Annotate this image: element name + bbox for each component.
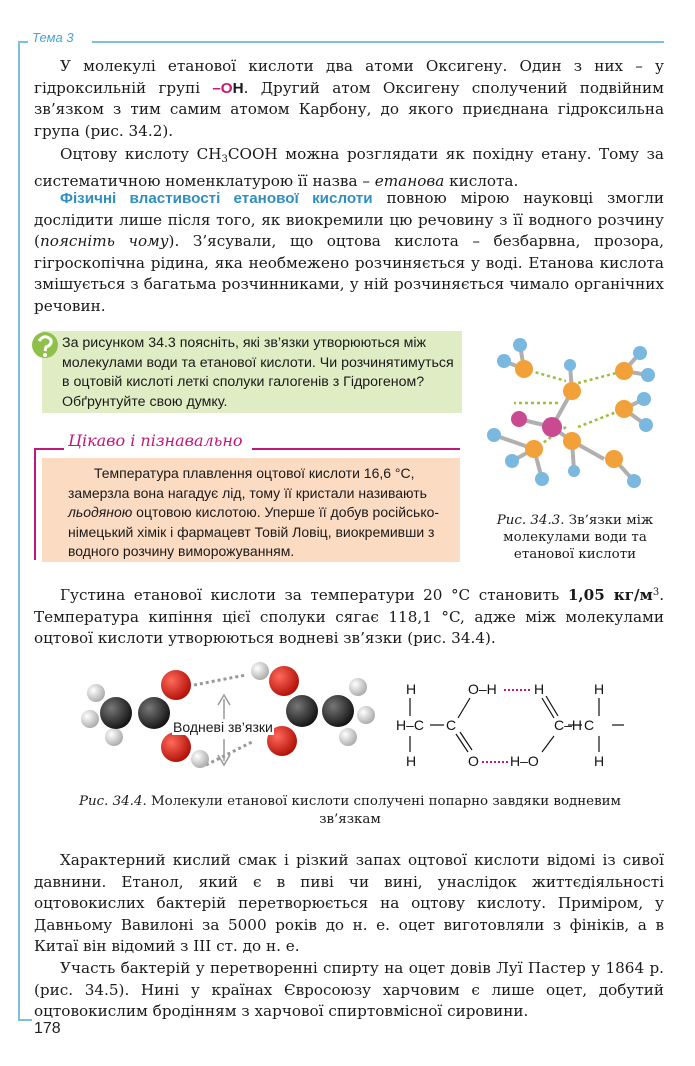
paragraph-density: Густина етанової кислоти за температури 20 °C становить 1,05 $кг/м^3$. Температура кипіння цієї сполуки сягає 118,1 °C, адже між молекулами оцтової кислоти утворюються водневі зв’язки (рис. 34.4). (34, 586, 665, 647)
struct-h-bottom-right: H (594, 753, 605, 769)
struct-oh-top: O–H (468, 681, 497, 697)
header-rule (92, 41, 664, 43)
paragraph-history: Характерний кислий смак і різкий запах оцтової кислоти відомі із сивої давнини. Етанол, який є в пиві чи вині, унаслідок життєдіяльності оцтовокислих бактерій перетворюється на оцтову кислоту. Приміром, у Давньому Вавилоні за 5000 років до н. е. оцет виготовляли з фініків, а в Китаї він відомий з III ст. до н. е. (34, 851, 664, 955)
footer-rule (18, 1019, 32, 1021)
oh-group-o: –O (212, 79, 233, 97)
struct-o-bottom: O (468, 753, 479, 769)
paragraph-physical-properties: Фізичні властивості етанової кислоти повною мірою науковці змогли дослідити лише після того, як виокремили цю речовину з її водного розчину (поясніть чому). З’ясували, що оцтова кислота – безбарвна, прозора, гігроскопічна рідина, яка необмежено розчиняється у воді. Етанова кислота змішується з багатьма розчинниками, у ній розчиняється чимало органічних речовин. (34, 189, 665, 315)
page-number: 178 (34, 1020, 61, 1037)
cikavo-rule-left (34, 448, 64, 450)
struct-h-top-left: H (406, 681, 417, 697)
cikavo-title: Цікаво і пізнавально (68, 431, 243, 450)
running-header: Тема 3 (32, 30, 74, 45)
struct-ch-right: C–H (554, 717, 583, 733)
task-text: За рисунком 34.3 поясніть, які зв’язки утворюються між молекулами води та етанової кислоти. Чи розчинятимуться в оцтовій кислоті леткі сполуки галогенів з Гідрогеном? Обґрунтуйте свою думку. (62, 335, 454, 410)
cikavo-rule (252, 448, 460, 450)
paragraph-molecule-structure: У молекулі етанової кислоти два атоми Оксигену. Один з них – у гідроксильній групі –OH. Другий атом Оксигену сполучений подвійним зв’язком з тим самим атомом Карбону, до якого приєднана гідроксильна група (рис. 34.2). (34, 57, 664, 140)
header-rule-corner (18, 41, 28, 43)
struct-h-top-mid: H (534, 681, 545, 697)
paragraph-nomenclature: Оцтову кислоту $CH_3COOH$ можна розглядати як похідну етану. Тому за систематичною номенклатурою її назва – етанова кислота. (34, 145, 664, 190)
left-margin-rule (18, 41, 20, 1021)
hydrogen-bonds-label: Водневі зв’язки (173, 719, 273, 735)
cikavo-rule-vertical (34, 448, 36, 560)
oh-group-h: H (232, 79, 244, 97)
figure-34-4-caption: Рис. 34.4. Молекули етанової кислоти сполучені попарно завдяки водневим зв’язкам (79, 794, 621, 827)
struct-h-top-right: H (594, 681, 605, 697)
section-heading: Фізичні властивості етанової кислоти (60, 190, 373, 207)
figure-34-4-structural-formula (392, 680, 632, 770)
struct-h-bottom-left: H (406, 753, 417, 769)
struct-c-right: C (584, 717, 595, 733)
struct-ho-bottom: H–O (510, 753, 539, 769)
struct-c-left: C (446, 717, 457, 733)
question-icon (30, 328, 60, 362)
figure-34-4-molecules (76, 655, 376, 773)
struct-hc-left: H–C (396, 717, 425, 733)
figure-34-3-illustration (474, 331, 670, 501)
figure-34-3-caption: Рис. 34.3. Зв’язки між молекулами води та етанової кислоти (496, 513, 654, 562)
paragraph-pasteur: Участь бактерій у перетворенні спирту на оцет довів Луї Пастер у 1864 р. (рис. 34.5). Нині у країнах Євросоюзу харчовим є лише оцет, добутий оцтовокислим бродінням з харчової спиртовмісної сировини. (34, 959, 664, 1020)
cikavo-text: Температура плавлення оцтової кислоти 16,6 °C, замерзла вона нагадує лід, тому її кристали називають льодяною оцтовою кислотою. Уперше її добув російсько-німецький хімік і фармацевт Товій Ловіц, виокремивши з водного розчину виморожуванням. (68, 465, 440, 559)
